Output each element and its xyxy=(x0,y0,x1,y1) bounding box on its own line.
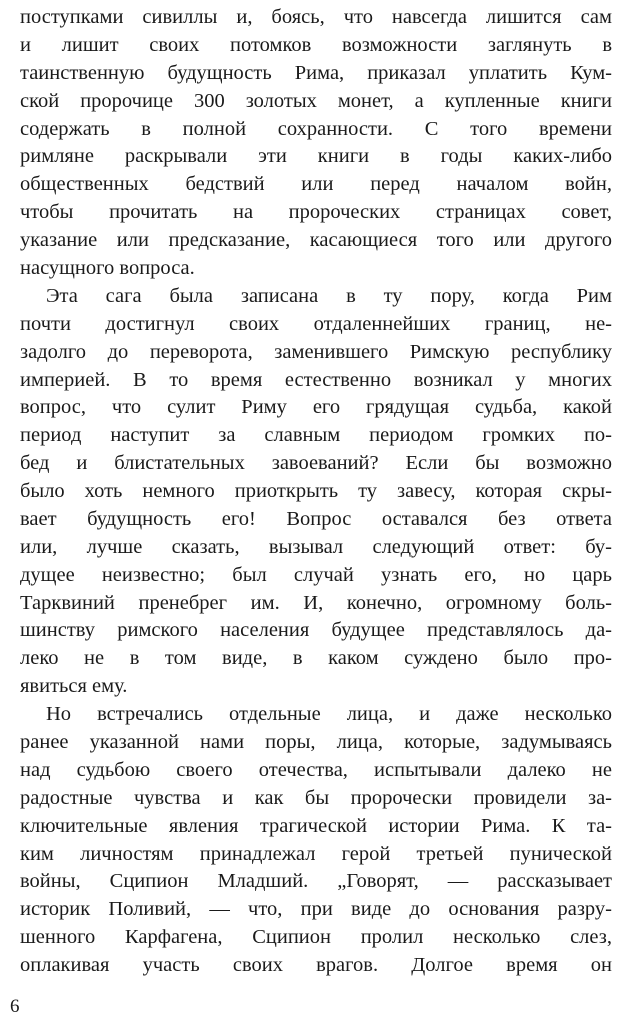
text-line: оплакивая участь своих врагов. Долгое время он xyxy=(20,954,612,977)
text-line: римляне раскрывали эти книги в годы каких-либо xyxy=(20,145,612,168)
text-line: леко не в том виде, в каком суждено было про- xyxy=(20,647,612,670)
text-line: войны, Сципион Младший. „Говорят, — рассказывает xyxy=(20,870,612,893)
text-line: или, лучше сказать, вызывал следующий ответ: бу- xyxy=(20,535,612,558)
text-line: ранее указанной нами поры, лица, которые, задумываясь xyxy=(20,731,612,754)
text-line: общественных бедствий или перед началом войн, xyxy=(20,173,612,196)
text-line-paragraph-end: насущного вопроса. xyxy=(20,256,195,279)
text-line: радостные чувства и как бы пророчески провидели за- xyxy=(20,786,612,809)
text-line: шинству римского населения будущее представлялось да- xyxy=(20,619,612,642)
text-line: Тарквиний пренебрег им. И, конечно, огромному боль- xyxy=(20,591,612,614)
text-line-paragraph-start: Эта сага была записана в ту пору, когда Рим xyxy=(46,284,612,307)
text-line: историк Поливий, — что, при виде до основания разру- xyxy=(20,898,612,921)
text-line: бед и блистательных завоеваний? Если бы возможно xyxy=(20,452,612,475)
text-line: задолго до переворота, заменившего Римскую республику xyxy=(20,340,612,363)
text-line: ким личностям принадлежал герой третьей пунической xyxy=(20,842,612,865)
text-line: и лишит своих потомков возможности заглянуть в xyxy=(20,33,612,56)
text-line: империей. В то время естественно возникал у многих xyxy=(20,368,612,391)
text-line: шенного Карфагена, Сципион пролил несколько слез, xyxy=(20,926,612,949)
text-line-paragraph-start: Но встречались отдельные лица, и даже несколько xyxy=(46,703,612,726)
text-line: над судьбою своего отечества, испытывали далеко не xyxy=(20,758,612,781)
text-line: период наступит за славным периодом громких по- xyxy=(20,424,612,447)
text-line: содержать в полной сохранности. С того времени xyxy=(20,117,612,140)
text-line: указание или предсказание, касающиеся того или другого xyxy=(20,229,612,252)
text-line: ской пророчице 300 золотых монет, а купленные книги xyxy=(20,89,612,112)
page-number: 6 xyxy=(10,996,20,1017)
text-line: было хоть немного приоткрыть ту завесу, которая скры- xyxy=(20,480,612,503)
text-line: ключительные явления трагической истории Рима. К та- xyxy=(20,814,612,837)
text-line: чтобы прочитать на пророческих страницах совет, xyxy=(20,201,612,224)
text-line: дущее неизвестно; был случай узнать его, но царь xyxy=(20,563,612,586)
text-line: почти достигнул своих отдаленнейших границ, не- xyxy=(20,312,612,335)
text-line: вопрос, что сулит Риму его грядущая судьба, какой xyxy=(20,396,612,419)
text-line: поступками сивиллы и, боясь, что навсегда лишится сам xyxy=(20,6,612,28)
text-line: таинственную будущность Рима, приказал уплатить Кум- xyxy=(20,61,612,84)
text-line-paragraph-end: явиться ему. xyxy=(20,675,128,698)
text-line: вает будущность его! Вопрос оставался без ответа xyxy=(20,507,612,530)
